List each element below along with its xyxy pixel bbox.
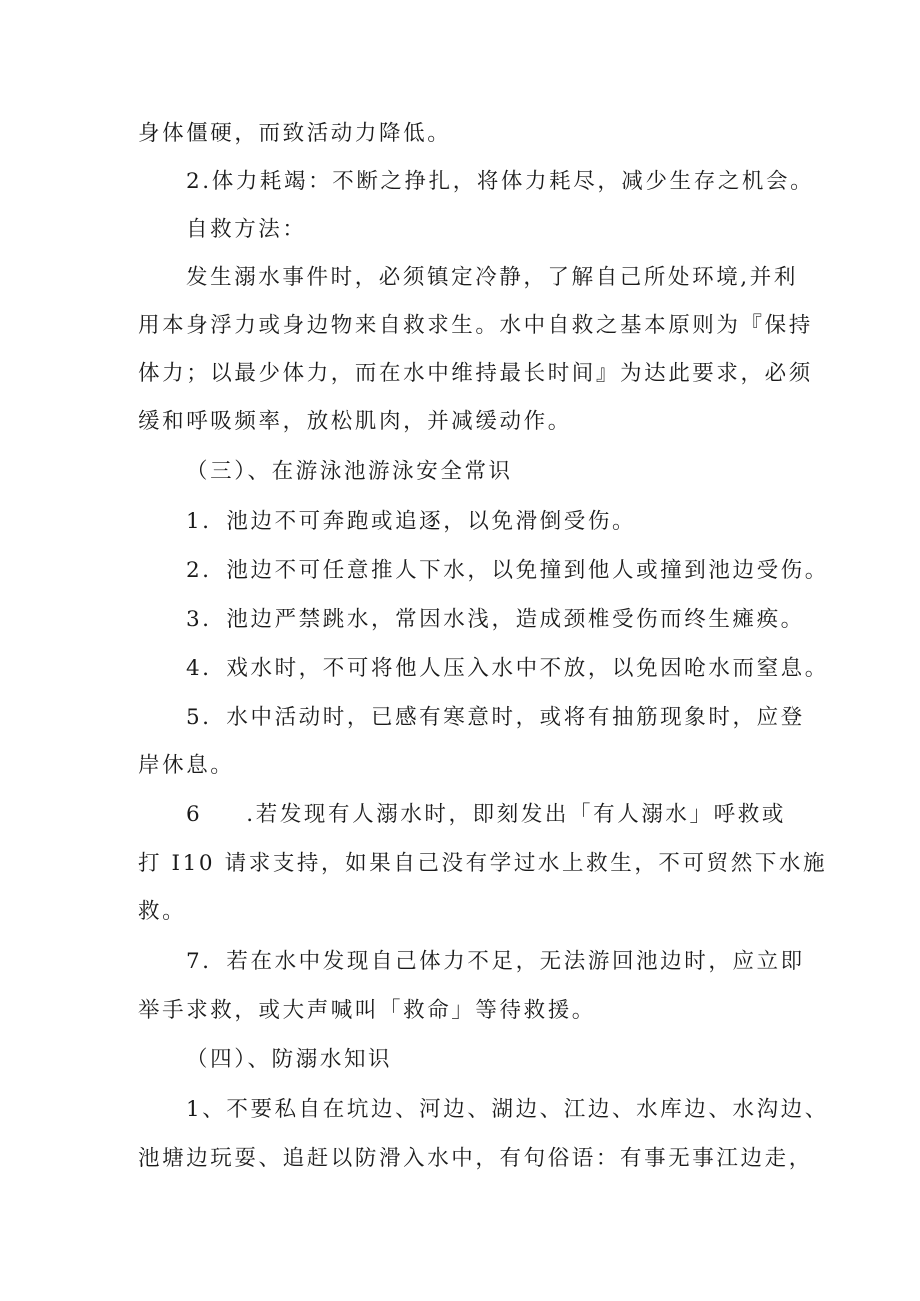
list-item-4: 4．戏水时，不可将他人压入水中不放，以免因呛水而窒息。	[186, 656, 829, 681]
list-item-6-end: 救。	[138, 899, 187, 924]
list-item-5: 5．水中活动时，已感有寒意时，或将有抽筋现象时，应登	[186, 705, 805, 730]
list-item-5-cont: 岸休息。	[138, 753, 235, 778]
list-item-7: 7．若在水中发现自己体力不足，无法游回池边时，应立即	[186, 949, 805, 974]
section-heading-pool-safety: （三）、在游泳池游泳安全常识	[186, 459, 513, 484]
list-item-7-cont: 举手求救，或大声喊叫「救命」等待救援。	[138, 998, 596, 1023]
list-item-6-number: 6	[186, 802, 203, 827]
text-line-1: 身体僵硬，而致活动力降低。	[138, 121, 452, 146]
text-line-22: 池塘边玩耍、追赶以防滑入水中，有句俗语：有事无事江边走，	[138, 1146, 813, 1171]
list-item-2: 2．池边不可任意推人下水，以免撞到他人或撞到池边受伤。	[186, 558, 829, 583]
text-line-7: 缓和呼吸频率，放松肌肉，并减缓动作。	[138, 409, 572, 434]
section-heading-drowning-prevention: （四）、防溺水知识	[186, 1047, 393, 1072]
text-line-21: 1、不要私自在坑边、河边、湖边、江边、水库边、水沟边、	[186, 1097, 829, 1122]
section-heading-self-rescue: 自救方法：	[186, 217, 307, 242]
list-item-6-cont: 打 I10 请求支持，如果自己没有学过水上救生，不可贸然下水施	[138, 851, 828, 876]
text-line-6: 体力；以最少体力，而在水中维持最长时间』为达此要求，必须	[138, 361, 813, 386]
list-item-3: 3．池边严禁跳水，常因水浅，造成颈椎受伤而终生瘫痪。	[186, 607, 805, 632]
list-item-1: 1．池边不可奔跑或追逐，以免滑倒受伤。	[186, 509, 637, 534]
text-line-4: 发生溺水事件时，必须镇定冷静，了解自己所处环境,并利	[186, 265, 798, 290]
list-item-6-text: .若发现有人溺水时，即刻发出「有人溺水」呼救或	[246, 802, 786, 827]
list-item-6	[186, 799, 866, 831]
text-line-5: 用本身浮力或身边物来自救求生。水中自救之基本原则为『保持	[138, 313, 813, 338]
text-line-2: 2.体力耗竭：不断之挣扎，将体力耗尽，减少生存之机会。	[186, 169, 815, 194]
